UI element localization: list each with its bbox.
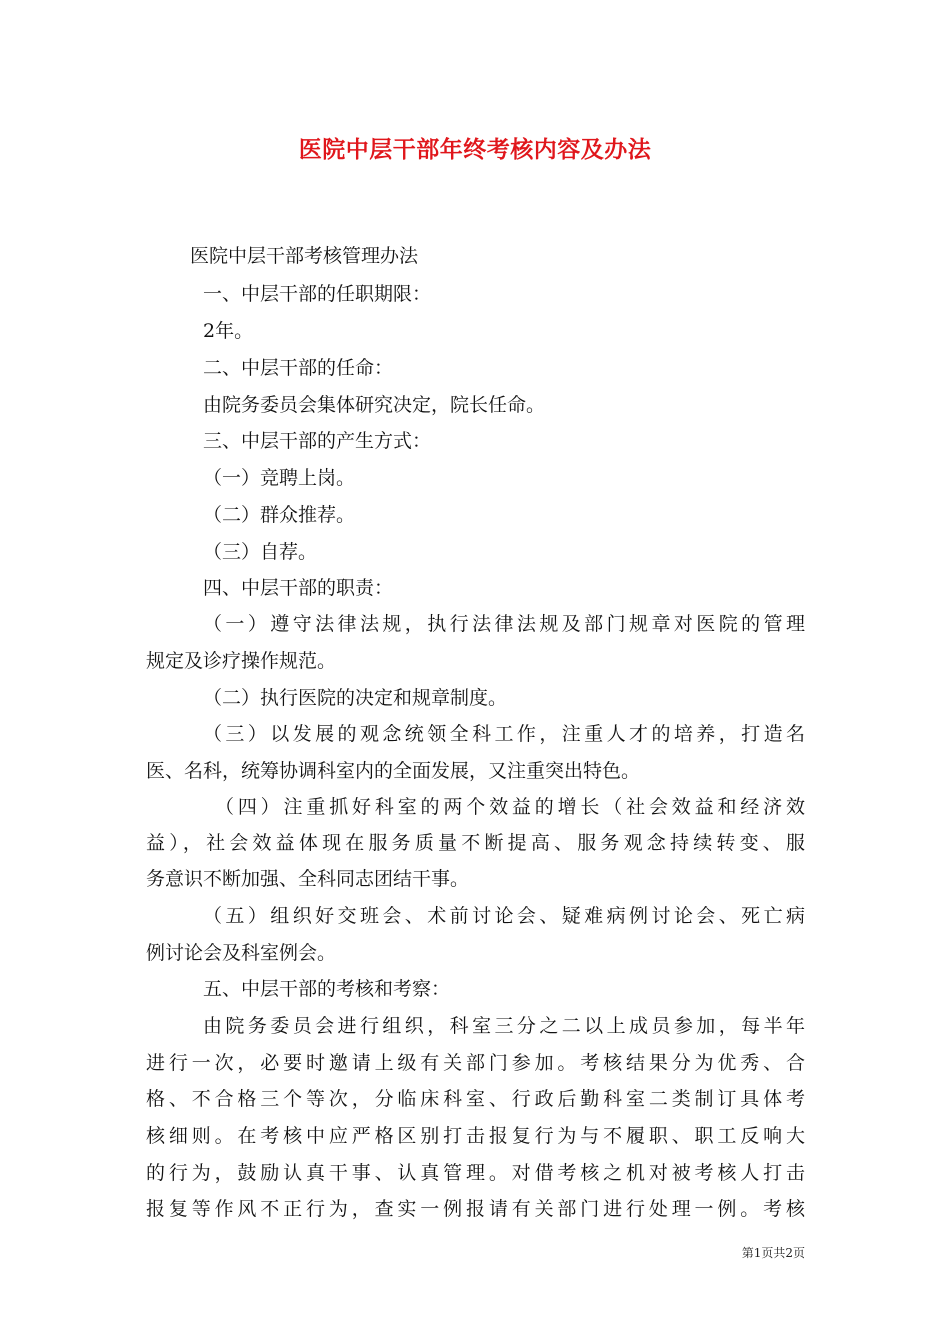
document-title: 医院中层干部年终考核内容及办法: [298, 136, 652, 163]
body-line: 格、不合格三个等次，分临床科室、行政后勤科室二类制订具体考: [146, 1088, 805, 1110]
body-line: 医、名科，统筹协调科室内的全面发展，又注重突出特色。: [146, 760, 641, 782]
body-line: （二）群众推荐。: [203, 504, 356, 526]
body-line: 二、中层干部的任命：: [203, 357, 394, 379]
body-line: 三、中层干部的产生方式：: [203, 430, 432, 452]
body-line: 务意识不断加强、全科同志团结干事。: [146, 868, 470, 890]
body-line: （二）执行医院的决定和规章制度。: [203, 687, 508, 709]
body-line: （一）竞聘上岗。: [203, 467, 356, 489]
body-line: 规定及诊疗操作规范。: [146, 650, 337, 672]
body-line: 2年。: [203, 320, 254, 342]
body-line: 报复等作风不正行为，查实一例报请有关部门进行处理一例。考核: [146, 1198, 805, 1220]
body-line: （一）遵守法律法规，执行法律法规及部门规章对医院的管理: [203, 613, 805, 635]
body-line: （五）组织好交班会、术前讨论会、疑难病例讨论会、死亡病: [203, 905, 805, 927]
body-line: 由院务委员会集体研究决定，院长任命。: [203, 394, 546, 416]
body-line: 益），社会效益体现在服务质量不断提高、服务观念持续转变、服: [146, 832, 805, 854]
body-line: 医院中层干部考核管理办法: [190, 245, 419, 267]
body-line: 进行一次，必要时邀请上级有关部门参加。考核结果分为优秀、合: [146, 1052, 805, 1074]
body-line: 四、中层干部的职责：: [203, 577, 394, 599]
body-line: 五、中层干部的考核和考察：: [203, 978, 451, 1000]
page-number: 第1页共2页: [741, 1246, 805, 1260]
body-line: 由院务委员会进行组织，科室三分之二以上成员参加，每半年: [203, 1015, 805, 1037]
body-line: 一、中层干部的任职期限：: [203, 283, 432, 305]
body-line: （四）注重抓好科室的两个效益的增长（社会效益和经济效: [215, 796, 805, 818]
body-line: 的行为，鼓励认真干事、认真管理。对借考核之机对被考核人打击: [146, 1162, 805, 1184]
body-line: （三）以发展的观念统领全科工作，注重人才的培养，打造名: [203, 723, 805, 745]
body-line: 核细则。在考核中应严格区别打击报复行为与不履职、职工反响大: [146, 1125, 805, 1147]
body-line: （三）自荐。: [203, 541, 318, 563]
body-line: 例讨论会及科室例会。: [146, 942, 337, 964]
